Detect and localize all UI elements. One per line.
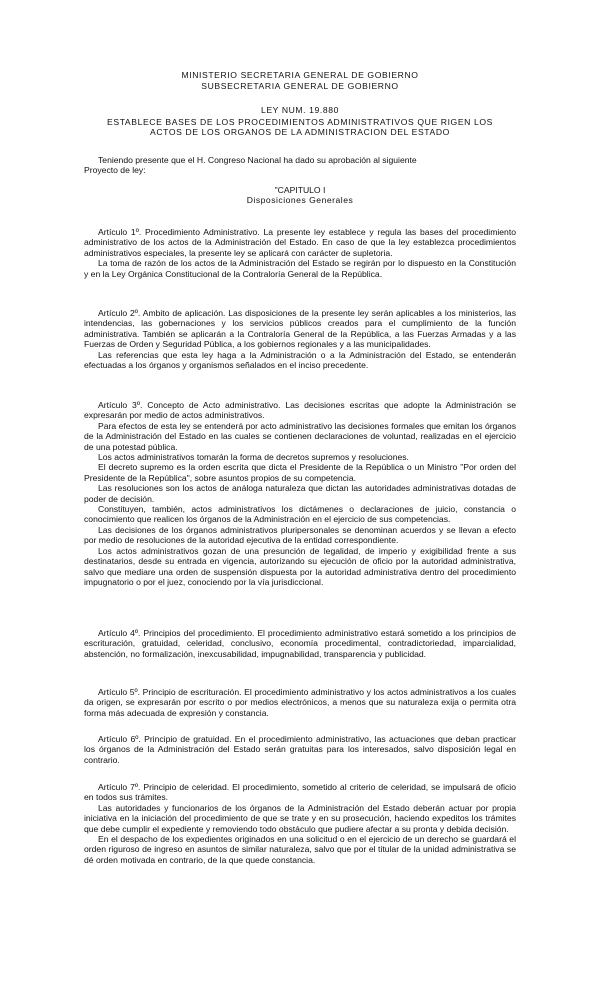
article-paragraph: Para efectos de esta ley se entenderá por acto administrativo las decisiones formales que emitan los órganos de la Administración del Estado en las cuales se contienen declaraciones de voluntad, realizadas en el ejercicio de una potestad pública.: [84, 420, 516, 452]
article-6: [84, 734, 516, 765]
chapter-heading: [0, 185, 600, 206]
article-paragraph: Artículo 3º. Concepto de Acto administrativo. Las decisiones escritas que adopte la Administración se expresarán por medio de actos administrativos.: [84, 400, 516, 421]
article-paragraph: Constituyen, también, actos administrativos los dictámenes o declaraciones de juicio, constancia o conocimiento que realicen los órganos de la Administración en el ejercicio de sus competencias.: [84, 504, 516, 525]
article-paragraph: Artículo 5º. Principio de escrituración. El procedimiento administrativo y los actos administrativos a los cuales da origen, se expresarán por escrito o por medios electrónicos, a menos que su naturaleza exija o permita otra forma más adecuada de expresión y constancia.: [84, 687, 516, 718]
article-paragraph: Las decisiones de los órganos administrativos pluripersonales se denominan acuerdos y se llevan a efecto por medio de resoluciones de la autoridad ejecutiva de la entidad correspondiente.: [84, 524, 516, 546]
article-paragraph: Artículo 6º. Principio de gratuidad. En el procedimiento administrativo, las actuaciones que deban practicar los órganos de la Administración del Estado serán gratuitas para los interesados, salvo disposición legal en contrario.: [84, 734, 516, 765]
article-paragraph: Artículo 2º. Ambito de aplicación. Las disposiciones de la presente ley serán aplicables a los ministerios, las intendencias, las gobernaciones y los servicios públicos creados para el cumplimiento de la función administrativa. También se aplicarán a la Contraloría General de la República, a las Fuerzas Armadas y a las Fuerzas de Orden y Seguridad Pública, a los gobiernos regionales y a las municipalidades.: [84, 308, 516, 350]
article-7: [84, 782, 516, 865]
article-paragraph: La toma de razón de los actos de la Administración del Estado se regirán por lo dispuesto en la Constitución y en la Ley Orgánica Constitucional de la Contraloría General de la República.: [84, 258, 516, 279]
article-paragraph: Artículo 7º. Principio de celeridad. El procedimiento, sometido al criterio de celeridad, se impulsará de oficio en todos sus trámites.: [84, 782, 516, 803]
article-paragraph: Artículo 4º. Principios del procedimiento. El procedimiento administrativo estará sometido a los principios de escrituración, gratuidad, celeridad, conclusivo, economía procedimental, contradictoriedad, imparcialidad, abstención, no formalización, inexcusabilidad, impugnabilidad, transparencia y publicidad.: [84, 628, 516, 659]
law-title-line-2: ACTOS DE LOS ORGANOS DE LA ADMINISTRACION DEL ESTADO: [150, 127, 450, 138]
chapter-label: "CAPITULO I: [274, 185, 326, 195]
subsecretaria-heading: SUBSECRETARIA GENERAL DE GOBIERNO: [201, 81, 399, 91]
article-paragraph: Artículo 1º. Procedimiento Administrativo. La presente ley establece y regula las bases del procedimiento administrativo de los actos de la Administración del Estado. En caso de que la ley establezca procedimientos administrativos especiales, la presente ley se aplicará con carácter de supletoria.: [84, 227, 516, 258]
article-paragraph: En el despacho de los expedientes originados en una solicitud o en el ejercicio de un derecho se guardará el orden riguroso de ingreso en asuntos de similar naturaleza, salvo que por el titular de la unidad administrativa se dé orden motivada en contrario, de la que quede constancia.: [84, 834, 516, 865]
article-4: [84, 628, 516, 659]
article-paragraph: Los actos administrativos gozan de una presunción de legalidad, de imperio y exigibilidad frente a sus destinatarios, desde su entrada en vigencia, autorizando su ejecución de oficio por la autoridad administrativa, salvo que mediare una orden de suspensión dispuesta por la autoridad administrativa dentro del procedimiento impugnatorio o por el juez, conociendo por la vía jurisdiccional.: [84, 545, 516, 587]
article-paragraph: Las resoluciones son los actos de análoga naturaleza que dictan las autoridades administrativas dotadas de poder de decisión.: [84, 483, 516, 504]
intro: [84, 155, 516, 176]
article-paragraph: Las autoridades y funcionarios de los órganos de la Administración del Estado deberán actuar por propia iniciativa en la iniciación del procedimiento de que se trate y en su prosecución, haciendo expeditos los trámites que debe cumplir el expediente y removiendo todo obstáculo que pudiere afectar a su pronta y debida decisión.: [84, 802, 516, 834]
law-title-line-1: ESTABLECE BASES DE LOS PROCEDIMIENTOS ADMINISTRATIVOS QUE RIGEN LOS: [107, 117, 493, 127]
article-paragraph: Las referencias que esta ley haga a la Administración o a la Administración del Estado, se entenderán efectuadas a los órganos y organismos señalados en el inciso precedente.: [84, 349, 516, 371]
article-1: [84, 227, 516, 279]
intro-line-2: Proyecto de ley:: [84, 165, 146, 176]
law-title: [0, 117, 600, 138]
ministry-heading: MINISTERIO SECRETARIA GENERAL DE GOBIERNO: [181, 70, 419, 80]
article-5: [84, 687, 516, 718]
law-number: LEY NUM. 19.880: [260, 105, 340, 115]
chapter-name: Disposiciones Generales: [246, 195, 354, 206]
article-2: [84, 308, 516, 370]
article-3: [84, 400, 516, 587]
article-paragraph: Los actos administrativos tomarán la forma de decretos supremos y resoluciones.: [98, 452, 409, 463]
intro-line-1: Teniendo presente que el H. Congreso Nacional ha dado su aprobación al siguiente: [98, 155, 417, 165]
article-paragraph: El decreto supremo es la orden escrita que dicta el Presidente de la República o un Ministro "Por orden del Presidente de la República", sobre asuntos propios de su competencia.: [84, 462, 516, 483]
